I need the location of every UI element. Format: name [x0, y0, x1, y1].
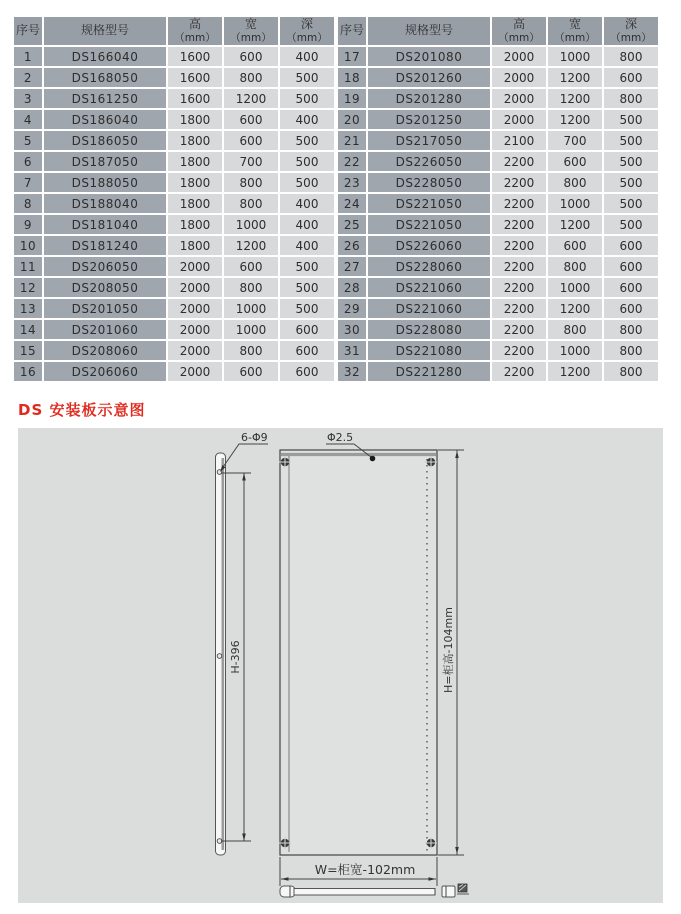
height: 2200: [492, 152, 546, 171]
col-header-model: 规格型号: [368, 17, 490, 45]
section-title: DS 安装板示意图: [18, 401, 146, 419]
dim-arrow-icon: [429, 877, 437, 881]
col-header-model: 规格型号: [44, 17, 166, 45]
height: 2000: [492, 68, 546, 87]
width: 1000: [548, 278, 602, 297]
model: DS188040: [44, 194, 166, 213]
col-header-depth: 深 （mm）: [604, 17, 658, 45]
model: DS187050: [44, 152, 166, 171]
table-row: [338, 257, 658, 276]
row-no: 12: [14, 278, 42, 297]
table-row: [338, 89, 658, 108]
height: 2000: [168, 257, 222, 276]
depth: 600: [280, 320, 334, 339]
spec-table-right: [336, 15, 660, 383]
depth: 500: [604, 131, 658, 150]
depth: 500: [280, 89, 334, 108]
model: DS201050: [44, 299, 166, 318]
model: DS208060: [44, 341, 166, 360]
depth: 600: [604, 299, 658, 318]
width: 1200: [548, 110, 602, 129]
height: 2200: [492, 362, 546, 381]
model: DS221060: [368, 278, 490, 297]
table-row: [14, 110, 334, 129]
table-row: [338, 362, 658, 381]
row-no: 8: [14, 194, 42, 213]
dim-arrow-icon: [242, 834, 246, 842]
height: 2200: [492, 278, 546, 297]
model: DS228050: [368, 173, 490, 192]
width: 600: [224, 257, 278, 276]
row-no: 22: [338, 152, 366, 171]
height: 2000: [168, 299, 222, 318]
col-header-height: 高 （mm）: [168, 17, 222, 45]
model: DS221080: [368, 341, 490, 360]
row-no: 17: [338, 47, 366, 66]
depth: 600: [604, 257, 658, 276]
width: 1000: [548, 341, 602, 360]
width: 600: [224, 110, 278, 129]
height: 1800: [168, 236, 222, 255]
table-row: [14, 341, 334, 360]
width: 1000: [224, 299, 278, 318]
model: DS166040: [44, 47, 166, 66]
model: DS228060: [368, 257, 490, 276]
table-row: [14, 152, 334, 171]
panel-height-label: H=柜高-104mm: [442, 607, 455, 693]
height: 1600: [168, 89, 222, 108]
front-view-panel: [279, 450, 437, 855]
width: 600: [224, 47, 278, 66]
holes-callout-label: 6-Φ9: [241, 431, 268, 444]
width: 1200: [224, 236, 278, 255]
row-no: 10: [14, 236, 42, 255]
model: DS161250: [44, 89, 166, 108]
height: 2000: [168, 278, 222, 297]
row-no: 25: [338, 215, 366, 234]
table-row: [14, 89, 334, 108]
model: DS221280: [368, 362, 490, 381]
width: 700: [548, 131, 602, 150]
model: DS206060: [44, 362, 166, 381]
width: 1000: [548, 194, 602, 213]
row-no: 6: [14, 152, 42, 171]
height: 1800: [168, 215, 222, 234]
table-row: [14, 68, 334, 87]
dim-arrow-icon: [242, 473, 246, 481]
model: DS201080: [368, 47, 490, 66]
depth: 600: [604, 278, 658, 297]
model: DS217050: [368, 131, 490, 150]
bottom-view-panel: [280, 884, 469, 897]
table-row: [338, 110, 658, 129]
table-row: [14, 194, 334, 213]
depth: 400: [280, 215, 334, 234]
col-header-height: 高 （mm）: [492, 17, 546, 45]
width: 1000: [224, 320, 278, 339]
depth: 800: [604, 89, 658, 108]
model: DS181040: [44, 215, 166, 234]
model: DS226050: [368, 152, 490, 171]
table-row: [14, 215, 334, 234]
width: 1000: [224, 215, 278, 234]
depth: 600: [280, 341, 334, 360]
model: DS188050: [44, 173, 166, 192]
model: DS206050: [44, 257, 166, 276]
row-no: 2: [14, 68, 42, 87]
col-header-width: 宽 （mm）: [224, 17, 278, 45]
col-header-depth: 深 （mm）: [280, 17, 334, 45]
height: 2200: [492, 257, 546, 276]
depth: 800: [604, 47, 658, 66]
model: DS186050: [44, 131, 166, 150]
model: DS201060: [44, 320, 166, 339]
table-row: [338, 236, 658, 255]
depth: 500: [604, 215, 658, 234]
height: 2200: [492, 320, 546, 339]
height: 1800: [168, 194, 222, 213]
pilot-hole-dot-icon: [370, 456, 376, 462]
row-no: 5: [14, 131, 42, 150]
width: 600: [548, 236, 602, 255]
table-row: [338, 215, 658, 234]
height: 2000: [492, 47, 546, 66]
width: 800: [548, 257, 602, 276]
height: 2200: [492, 215, 546, 234]
row-no: 28: [338, 278, 366, 297]
row-no: 11: [14, 257, 42, 276]
row-no: 24: [338, 194, 366, 213]
table-row: [14, 299, 334, 318]
height: 2200: [492, 194, 546, 213]
depth: 600: [280, 362, 334, 381]
table-row: [14, 47, 334, 66]
row-no: 29: [338, 299, 366, 318]
depth: 500: [280, 278, 334, 297]
row-no: 27: [338, 257, 366, 276]
mounting-plate-diagram: [18, 428, 663, 903]
width: 1200: [548, 215, 602, 234]
depth: 500: [280, 173, 334, 192]
row-no: 20: [338, 110, 366, 129]
table-row: [338, 47, 658, 66]
table-row: [14, 257, 334, 276]
height: 2000: [492, 89, 546, 108]
width: 800: [224, 68, 278, 87]
table-row: [338, 278, 658, 297]
height: 1600: [168, 68, 222, 87]
col-header-no: 序号: [14, 17, 42, 45]
depth: 400: [280, 194, 334, 213]
height: 2200: [492, 299, 546, 318]
header-row: [338, 17, 658, 45]
table-row: [338, 299, 658, 318]
table-row: [338, 152, 658, 171]
width: 800: [224, 278, 278, 297]
spec-tables: [12, 15, 668, 383]
table-row: [338, 341, 658, 360]
model: DS181240: [44, 236, 166, 255]
depth: 500: [280, 152, 334, 171]
row-no: 9: [14, 215, 42, 234]
row-no: 3: [14, 89, 42, 108]
width: 1200: [224, 89, 278, 108]
model: DS186040: [44, 110, 166, 129]
diagram-svg: [18, 428, 663, 903]
depth: 800: [604, 341, 658, 360]
row-no: 4: [14, 110, 42, 129]
height: 1600: [168, 47, 222, 66]
table-row: [14, 278, 334, 297]
depth: 500: [280, 68, 334, 87]
row-no: 14: [14, 320, 42, 339]
side-view-panel: [216, 453, 226, 855]
panel-width-label: W=柜宽-102mm: [314, 862, 416, 877]
mounting-hole-icon: [217, 654, 222, 659]
width: 800: [548, 320, 602, 339]
height: 2100: [492, 131, 546, 150]
height: 2200: [492, 173, 546, 192]
holes-callout: [220, 431, 268, 472]
table-row: [338, 131, 658, 150]
row-no: 18: [338, 68, 366, 87]
row-no: 26: [338, 236, 366, 255]
height: 1800: [168, 152, 222, 171]
depth: 500: [280, 131, 334, 150]
height: 1800: [168, 131, 222, 150]
table-row: [14, 236, 334, 255]
table-row: [338, 194, 658, 213]
width: 1000: [548, 47, 602, 66]
model: DS228080: [368, 320, 490, 339]
model: DS226060: [368, 236, 490, 255]
model: DS168050: [44, 68, 166, 87]
dim-arrow-icon: [281, 877, 289, 881]
row-no: 30: [338, 320, 366, 339]
height: 2000: [492, 110, 546, 129]
row-no: 21: [338, 131, 366, 150]
depth: 500: [280, 257, 334, 276]
header-row: [14, 17, 334, 45]
height: 2000: [168, 320, 222, 339]
height: 2000: [168, 341, 222, 360]
depth: 600: [604, 236, 658, 255]
height: 1800: [168, 110, 222, 129]
depth: 600: [604, 68, 658, 87]
model: DS201280: [368, 89, 490, 108]
dim-arrow-icon: [455, 451, 459, 458]
width: 600: [224, 362, 278, 381]
width: 700: [224, 152, 278, 171]
depth: 400: [280, 47, 334, 66]
table-row: [14, 320, 334, 339]
depth: 500: [604, 110, 658, 129]
depth: 800: [604, 362, 658, 381]
height: 2200: [492, 236, 546, 255]
side-height-label: H-396: [229, 640, 242, 674]
table-row: [14, 173, 334, 192]
end-fitting-detail: [457, 884, 469, 894]
row-no: 32: [338, 362, 366, 381]
depth: 400: [280, 236, 334, 255]
depth: 500: [604, 173, 658, 192]
width: 1200: [548, 362, 602, 381]
depth: 500: [280, 299, 334, 318]
depth: 400: [280, 110, 334, 129]
model: DS208050: [44, 278, 166, 297]
row-no: 31: [338, 341, 366, 360]
model: DS221050: [368, 215, 490, 234]
height: 2200: [492, 341, 546, 360]
width: 800: [224, 173, 278, 192]
table-row: [14, 362, 334, 381]
width: 800: [224, 194, 278, 213]
height: 2000: [168, 362, 222, 381]
panel-width-dimension: [280, 857, 437, 886]
panel-height-dimension: [438, 450, 464, 855]
row-no: 16: [14, 362, 42, 381]
col-header-width: 宽 （mm）: [548, 17, 602, 45]
width: 1200: [548, 299, 602, 318]
width: 1200: [548, 89, 602, 108]
width: 600: [224, 131, 278, 150]
depth: 500: [604, 152, 658, 171]
width: 800: [224, 341, 278, 360]
table-row: [338, 320, 658, 339]
row-no: 15: [14, 341, 42, 360]
col-header-no: 序号: [338, 17, 366, 45]
width: 800: [548, 173, 602, 192]
spec-table-left: [12, 15, 336, 383]
table-row: [338, 68, 658, 87]
model: DS221060: [368, 299, 490, 318]
width: 600: [548, 152, 602, 171]
table-row: [14, 131, 334, 150]
height: 1800: [168, 173, 222, 192]
model: DS221050: [368, 194, 490, 213]
row-no: 7: [14, 173, 42, 192]
row-no: 23: [338, 173, 366, 192]
row-no: 13: [14, 299, 42, 318]
depth: 500: [604, 194, 658, 213]
width: 1200: [548, 68, 602, 87]
row-no: 19: [338, 89, 366, 108]
row-no: 1: [14, 47, 42, 66]
table-row: [338, 173, 658, 192]
depth: 800: [604, 320, 658, 339]
model: DS201250: [368, 110, 490, 129]
pilot-hole-label: Φ2.5: [327, 431, 354, 444]
model: DS201260: [368, 68, 490, 87]
dim-arrow-icon: [455, 847, 459, 854]
